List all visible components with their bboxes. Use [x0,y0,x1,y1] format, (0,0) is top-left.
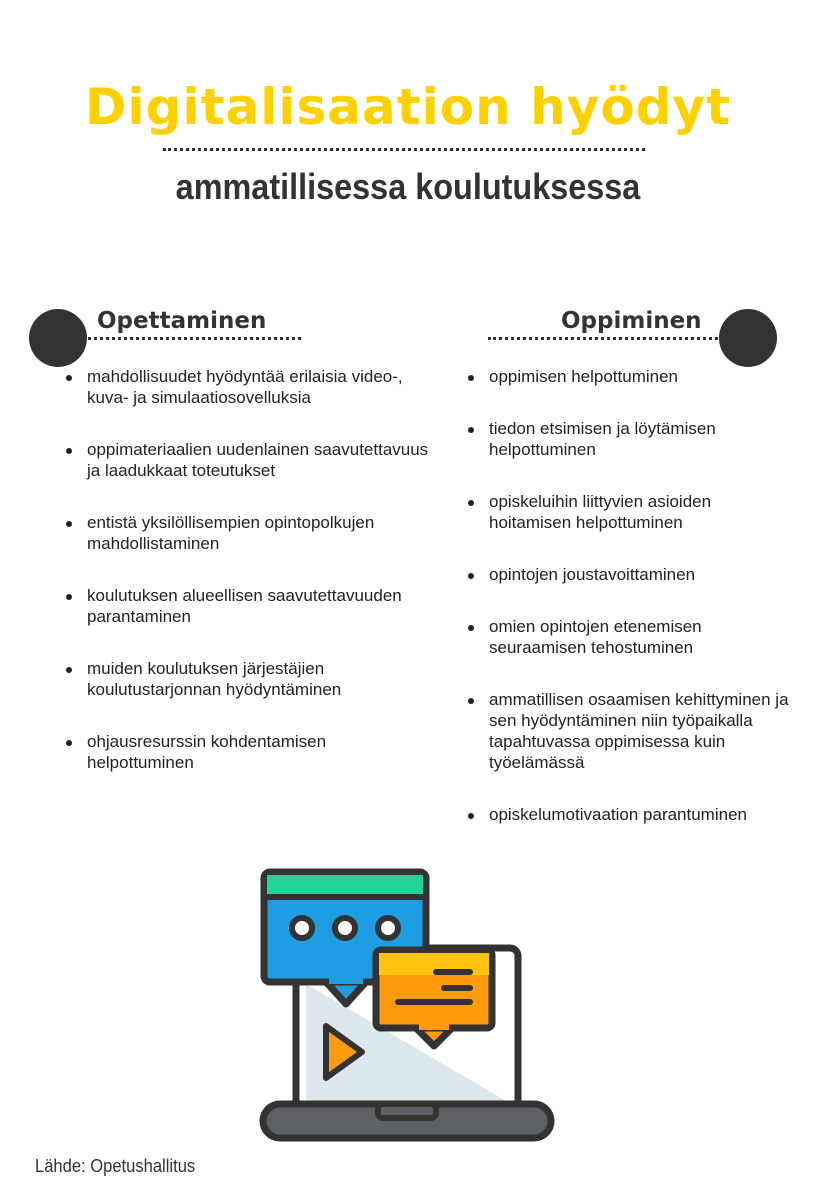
list-item: oppimisen helpottuminen [466,366,796,387]
title-divider [163,148,645,151]
learning-benefits-list [466,366,796,856]
page-subtitle: ammatillisessa koulutuksessa [175,166,641,207]
list-item: opiskelumotivaation parantuminen [466,804,796,825]
section-divider-right [488,337,718,340]
teaching-benefits-list [64,366,434,804]
section-divider-left [88,337,301,340]
list-item: koulutuksen alueellisen saavutettavuuden parantaminen [64,585,434,627]
section-heading-learning: Oppiminen [561,308,702,334]
section-marker-left [29,309,87,367]
list-item: opintojen joustavoittaminen [466,564,796,585]
page-title: Digitalisaation hyödyt [85,78,731,136]
source-note: Lähde: Opetushallitus [35,1156,196,1176]
list-item: mahdollisuudet hyödyntää erilaisia video-, kuva- ja simulaatiosovelluksia [64,366,434,408]
list-item: ammatillisen osaamisen kehittyminen ja sen hyödyntäminen niin työpaikalla tapahtuvassa oppimisessa kuin työelämässä [466,689,796,773]
list-item: entistä yksilöllisempien opintopolkujen mahdollistaminen [64,512,434,554]
list-item: ohjausresurssin kohdentamisen helpottuminen [64,731,434,773]
list-item: opiskeluihin liittyvien asioiden hoitamisen helpottuminen [466,491,796,533]
laptop-chat-illustration [256,864,560,1146]
list-item: omien opintojen etenemisen seuraamisen tehostuminen [466,616,796,658]
list-item: tiedon etsimisen ja löytämisen helpottuminen [466,418,796,460]
list-item: muiden koulutuksen järjestäjien koulutustarjonnan hyödyntäminen [64,658,434,700]
list-item: oppimateriaalien uudenlainen saavutettavuus ja laadukkaat toteutukset [64,439,434,481]
section-marker-right [719,309,777,367]
section-heading-teaching: Opettaminen [97,308,267,334]
